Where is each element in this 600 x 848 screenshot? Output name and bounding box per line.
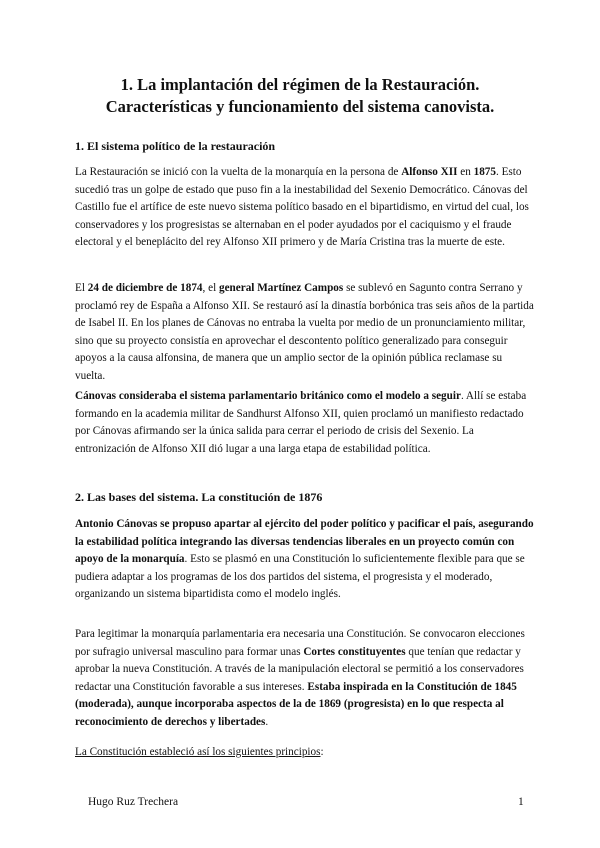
text-run: . Esto se plasmó en una Constitución lo suficientemente flexible para que se pudiera adaptar a los programas de los dos partidos del sistema, el progresista y el moderado, organizando un sistema bipartidista como el modelo inglés. bbox=[75, 553, 525, 601]
section-2-paragraph-2 bbox=[75, 626, 535, 732]
text-run: : bbox=[320, 746, 324, 758]
bold-run: Estaba inspirada en la Constitución de 1845 (moderada), aunque incorporaba aspectos de la de 1869 (progresista) en lo que respecta al reconocimiento de derechos y libertades bbox=[75, 680, 517, 728]
bold-run: Antonio Cánovas se propuso apartar al ejército del poder político y pacificar el país, asegurando la estabilidad política integrando las diversas tendencias liberales en un proyecto común con apoyo de la monarquía bbox=[75, 518, 534, 566]
section-1-paragraph-2 bbox=[75, 280, 535, 386]
text-run: La Restauración se inició con la vuelta de la monarquía en la persona de bbox=[75, 166, 402, 178]
text-run: . Esto sucedió tras un golpe de estado que puso fin a la inestabilidad del Sexenio Democrático. Cánovas del Castillo fue el artífice de este nuevo sistema político basado en el bipartidismo, en virtud del cual, los conservadores y los progresistas se alternaban en el poder ayudados por el caciquismo y el fraude electoral y el beneplácito del rey Alfonso XII primero y de María Cristina tras la muerte de este. bbox=[75, 166, 529, 249]
section-1-paragraph-3 bbox=[75, 388, 535, 458]
section-1-heading: 1. El sistema político de la restauración bbox=[75, 139, 276, 153]
text-run: en bbox=[457, 166, 474, 178]
bold-run: 1875 bbox=[473, 166, 496, 178]
text-run: . Allí se estaba formando en la academia militar de Sandhurst Alfonso XII, quien proclamó un manifiesto redactado por Cánovas afirmando ser la única salida para cerrar el periodo de crisis del Sexenio. La entronización de Alfonso XII dió lugar a una larga etapa de estabilidad política. bbox=[75, 390, 527, 455]
footer-author: Hugo Ruz Trechera bbox=[88, 796, 179, 808]
bold-run: Cortes constituyentes bbox=[303, 645, 406, 658]
text-run: que tenían que redactar y aprobar la nueva Constitución. A través de la manipulación electoral se permitió a los conservadores redactar una Constitución favorable a sus intereses. bbox=[75, 645, 524, 693]
section-1-paragraph-1 bbox=[75, 164, 535, 252]
bold-run: Cánovas consideraba el sistema parlamentario británico como el modelo a seguir bbox=[75, 390, 461, 402]
section-2-paragraph-3 bbox=[75, 744, 535, 762]
section-2-paragraph-1 bbox=[75, 516, 535, 604]
text-run: . bbox=[265, 715, 269, 728]
text-run: Para legitimar la monarquía parlamentaria era necesaria una Constitución. Se convocaron elecciones por sufragio universal masculino para formar unas bbox=[75, 628, 525, 658]
text-run: , el bbox=[202, 282, 219, 294]
bold-run: Alfonso XII bbox=[401, 166, 458, 178]
title-line-1: 1. La implantación del régimen de la Restauración. bbox=[120, 75, 480, 94]
underlined-run: La Constitución estableció así los siguientes principios bbox=[75, 746, 321, 758]
title-line-2: Características y funcionamiento del sistema canovista. bbox=[105, 97, 495, 116]
footer-page-number: 1 bbox=[518, 796, 524, 808]
section-2-heading: 2. Las bases del sistema. La constitución de 1876 bbox=[75, 490, 323, 504]
page-title bbox=[60, 74, 540, 118]
text-run: se sublevó en Sagunto contra Serrano y proclamó rey de España a Alfonso XII. Se restauró así la dinastía borbónica tras seis años de la partida de Isabel II. En los planes de Cánovas no entraba la vuelta por medio de un pronunciamiento militar, sino que su proyecto consistía en aprovechar el descontento político generalizado para conseguir apoyos a la causa alfonsina, de manera que un amplio sector de la opinión pública reclamase su vuelta. bbox=[75, 282, 534, 382]
text-run: El bbox=[75, 282, 88, 294]
bold-run: general Martínez Campos bbox=[218, 282, 344, 294]
bold-run: 24 de diciembre de 1874 bbox=[87, 282, 203, 294]
